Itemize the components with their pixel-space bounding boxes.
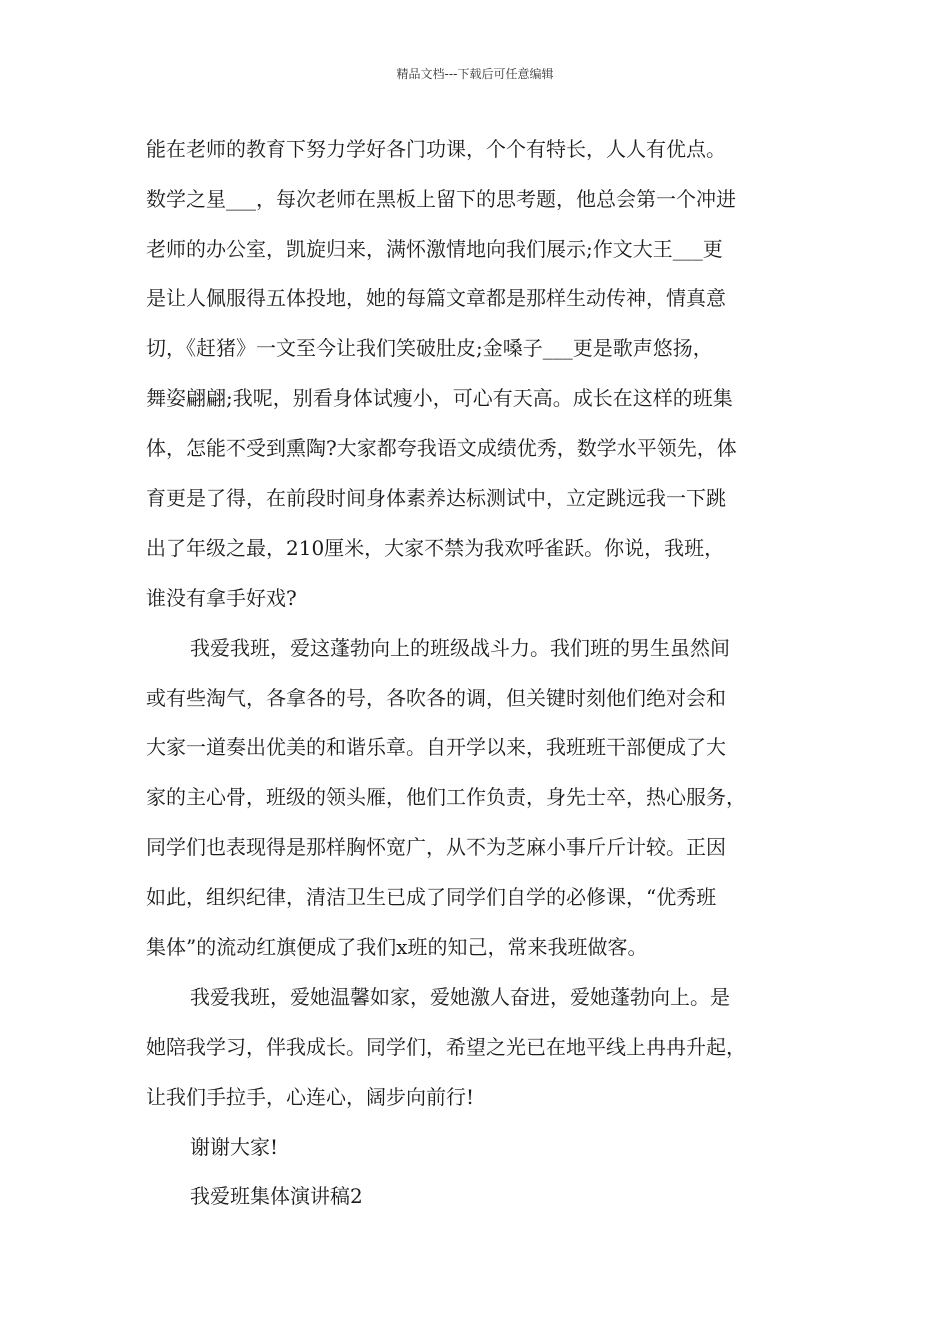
text-line: 如此，组织纪律，清洁卫生已成了同学们自学的必修课，“优秀班 <box>146 885 717 909</box>
text-line: 切，《赶猪》一文至今让我们笑破肚皮;金嗓子___更是歌声悠扬， <box>146 336 713 360</box>
text-line: 让我们手拉手，心连心，阔步向前行! <box>146 1085 475 1109</box>
closing-line: 谢谢大家! <box>190 1135 279 1159</box>
page-header: 精品文档---下载后可任意编辑 <box>396 67 554 81</box>
text-line: 出了年级之最，210厘米，大家不禁为我欢呼雀跃。你说，我班， <box>146 536 725 560</box>
text-line: 大家一道奏出优美的和谐乐章。自开学以来，我班班干部便成了大 <box>146 735 726 759</box>
text-line: 育更是了得，在前段时间身体素养达标测试中，立定跳远我一下跳 <box>146 486 726 510</box>
text-line: 数学之星___，每次老师在黑板上留下的思考题，他总会第一个冲进 <box>146 187 736 211</box>
section-title: 我爱班集体演讲稿2 <box>190 1184 363 1208</box>
text-line: 她陪我学习，伴我成长。同学们，希望之光已在地平线上冉冉升起， <box>146 1035 746 1059</box>
text-line: 能在老师的教育下努力学好各门功课，个个有特长，人人有优点。 <box>146 137 726 161</box>
text-line: 集体”的流动红旗便成了我们x班的知己，常来我班做客。 <box>146 935 648 959</box>
text-line: 谁没有拿手好戏? <box>146 586 297 610</box>
text-line: 同学们也表现得是那样胸怀宽广，从不为芝麻小事斤斤计较。正因 <box>146 835 726 859</box>
text-line: 家的主心骨，班级的领头雁，他们工作负责，身先士卒，热心服务， <box>146 785 746 809</box>
text-line: 体，怎能不受到熏陶?大家都夸我语文成绩优秀，数学水平领先，体 <box>146 436 737 460</box>
paragraph-first-line: 我爱我班，爱这蓬勃向上的班级战斗力。我们班的男生虽然间 <box>190 636 730 660</box>
text-line: 或有些淘气，各拿各的号，各吹各的调，但关键时刻他们绝对会和 <box>146 686 726 710</box>
text-line: 是让人佩服得五体投地，她的每篇文章都是那样生动传神，情真意 <box>146 286 726 310</box>
paragraph-first-line: 我爱我班，爱她温馨如家，爱她激人奋进，爱她蓬勃向上。是 <box>190 985 730 1009</box>
text-line: 舞姿翩翩;我呢，别看身体试瘦小，可心有天高。成长在这样的班集 <box>146 386 733 410</box>
text-line: 老师的办公室，凯旋归来，满怀激情地向我们展示;作文大王___更 <box>146 237 723 261</box>
